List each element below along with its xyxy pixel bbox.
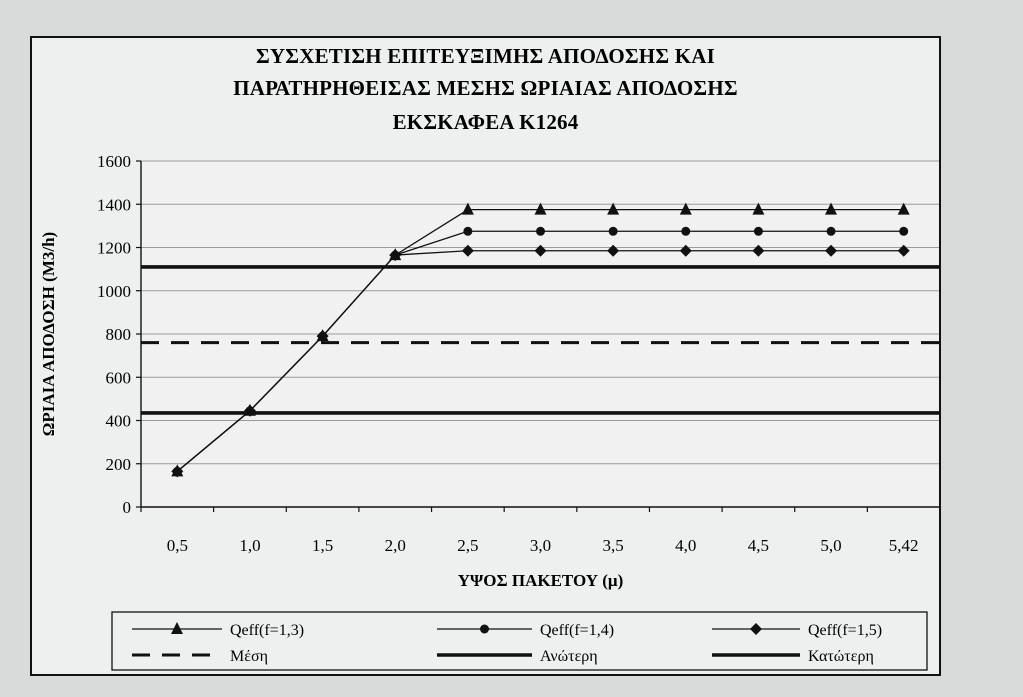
x-tick-label: 4,0 — [675, 536, 697, 555]
chart-title-line-3: ΕΚΣΚΑΦΕΑ Κ1264 — [392, 110, 579, 134]
x-axis-title: ΥΨΟΣ ΠΑΚΕΤΟΥ (μ) — [457, 571, 624, 590]
legend-label-6: Κατώτερη — [808, 648, 874, 665]
y-tick-label: 400 — [105, 411, 131, 431]
legend-label-2: Qeff(f=1,4) — [540, 622, 615, 639]
x-tick-label: 5,0 — [820, 536, 842, 555]
legend-label-4: Μέση — [230, 648, 268, 665]
legend-label-1: Qeff(f=1,3) — [230, 622, 305, 639]
x-tick-label: 4,5 — [747, 536, 770, 555]
x-tick-label: 2,0 — [384, 536, 406, 555]
y-tick-label: 1000 — [97, 281, 131, 301]
x-tick-label: 0,5 — [166, 536, 188, 555]
y-tick-label: 1600 — [97, 152, 131, 171]
x-tick-label: 5,42 — [888, 536, 919, 555]
x-tick-label: 3,5 — [602, 536, 624, 555]
y-tick-label: 200 — [105, 454, 131, 474]
y-tick-label: 0 — [122, 498, 131, 517]
series-2-point — [827, 227, 836, 236]
y-tick-label: 1200 — [97, 238, 131, 258]
y-axis-title: ΩΡΙΑΙΑ ΑΠΟΔΟΣΗ (M3/h) — [39, 231, 58, 437]
series-2-point — [609, 227, 618, 236]
chart-title-line-2: ΠΑΡΑΤΗΡΗΘΕΙΣΑΣ ΜΕΣΗΣ ΩΡΙΑΙΑΣ ΑΠΟΔΟΣΗΣ — [233, 76, 738, 100]
x-tick-label: 1,5 — [311, 536, 334, 555]
series-2-point — [536, 227, 545, 236]
legend-marker-2 — [480, 625, 489, 634]
chart-title-line-1: ΣΥΣΧΕΤΙΣΗ ΕΠΙΤΕΥΞΙΜΗΣ ΑΠΟΔΟΣΗΣ ΚΑΙ — [256, 44, 715, 68]
series-2-point — [681, 227, 690, 236]
y-tick-label: 1400 — [97, 195, 131, 215]
series-2-point — [463, 227, 472, 236]
y-tick-label: 800 — [105, 325, 131, 344]
x-tick-label: 3,0 — [529, 536, 552, 555]
series-2-point — [754, 227, 763, 236]
y-tick-label: 600 — [105, 368, 131, 388]
chart-svg — [32, 38, 939, 674]
legend-label-5: Ανώτερη — [540, 648, 598, 665]
chart-frame — [30, 36, 941, 676]
x-tick-label: 2,5 — [457, 536, 479, 555]
x-tick-label: 1,0 — [239, 536, 261, 555]
legend-label-3: Qeff(f=1,5) — [808, 622, 883, 639]
series-2-point — [899, 227, 908, 236]
